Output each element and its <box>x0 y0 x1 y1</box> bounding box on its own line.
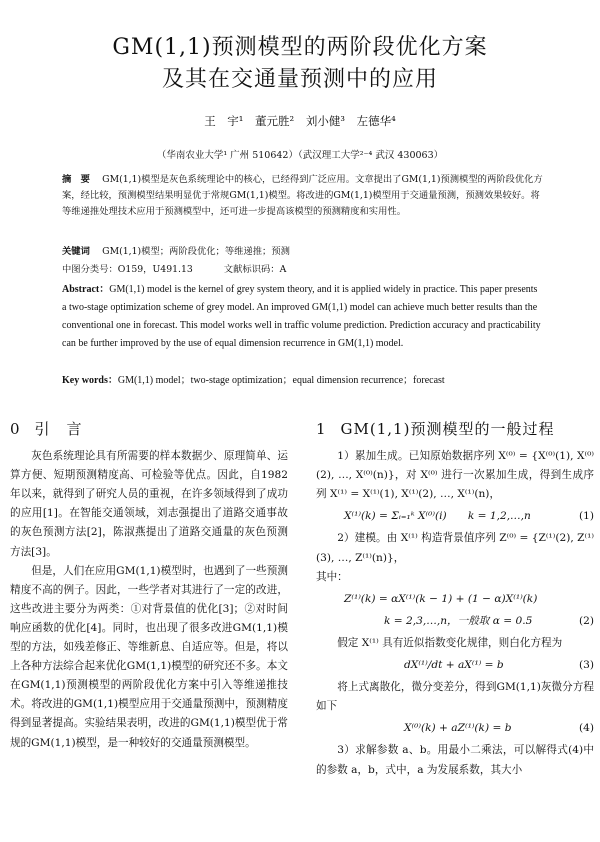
paper-title-line2: 及其在交通量预测中的应用 <box>161 67 438 92</box>
section-0-title: 引 言 <box>34 420 83 438</box>
keywords-zh-text: GM(1,1)模型；两阶段优化；等维递推；预测 <box>102 246 290 257</box>
abstract-en-label: Abstract： <box>62 284 110 295</box>
section-1-title: GM(1,1)预测模型的一般过程 <box>340 420 555 438</box>
right-column <box>316 420 594 780</box>
classification <box>62 262 544 278</box>
section-1-step-1: 1）累加生成。已知原始数据序列 X⁽⁰⁾ = {X⁽⁰⁾(1), X⁽⁰⁾(2), …, X⁽⁰⁾(n)}，对 X⁽⁰⁾ 进行一次累加生成，得到生成序列 X⁽¹⁾ = X⁽¹⁾(1), X⁽¹⁾(2), …, X⁽¹⁾(n)， <box>316 450 594 501</box>
keywords-en-label: Key words： <box>62 375 118 386</box>
abstract-zh-text: GM(1,1)模型是灰色系统理论中的核心，已经得到广泛应用。文章提出了GM(1,1)预测模型的两阶段优化方案，经比较，预测模型结果明显优于常规GM(1,1)模型。将改进的GM(1,1)模型用于交通量预测，预测效果较好。将等维递推处理技术应用于预测模型中，还可进一步提高该模型的预测精度和实用性。 <box>62 174 543 217</box>
equation-1-body: X⁽¹⁾(k) = Σᵢ₌₁ᵏ X⁽⁰⁾(i) k = 1,2,…,n <box>344 510 531 523</box>
author-4: 左德华⁴ <box>356 114 396 128</box>
section-0-paragraph-1: 灰色系统理论具有所需要的样本数据少、原理简单、运算方便、短期预测精度高、可检验等优点。因此，自1982年以来，就得到了研究人员的重视，在许多领域得到了成功的应用[1]。在智能交通领域，刘志强提出了道路交通事故的灰色预测方法[2]，陈淑燕提出了道路交通量的灰色预测方法[3]。 <box>10 450 288 558</box>
doc-code: A <box>279 264 287 275</box>
section-1-heading <box>316 420 594 439</box>
equation-2a <box>316 590 594 609</box>
section-1-number: 1 <box>316 420 327 438</box>
equation-4-body: X⁽⁰⁾(k) + aZ⁽¹⁾(k) = b <box>404 722 512 735</box>
clc-label: 中图分类号： <box>62 264 118 275</box>
keywords-en <box>62 373 544 389</box>
abstract-zh-label: 摘 要 <box>62 174 90 185</box>
equation-3-number: (3) <box>578 659 594 672</box>
author-2: 董元胜² <box>255 114 295 128</box>
paper-title-line1: GM(1,1)预测模型的两阶段优化方案 <box>112 35 488 60</box>
author-1: 王 宇¹ <box>204 114 244 128</box>
keywords-en-text: GM(1,1) model；two-stage optimization；equal dimension recurrence；forecast <box>117 375 445 386</box>
abstract-en <box>62 281 544 353</box>
abstract-en-text: GM(1,1) model is the kernel of grey system theory, and it is applied widely in practice. This paper presents a two-stage optimization scheme of grey model. An improved GM(1,1) model can achieve much better results than the conventional one in forecast. This model works well in traffic volume prediction. Prediction accuracy and practicability can be further improved by the use of equal dimension recurrence in GM(1,1) model. <box>62 284 541 349</box>
equation-3-body: dX⁽¹⁾/dt + aX⁽¹⁾ = b <box>404 659 504 672</box>
equation-2a-body: Z⁽¹⁾(k) = αX⁽¹⁾(k − 1) + (1 − α)X⁽¹⁾(k) <box>344 592 538 605</box>
section-1-step-2-where: 其中： <box>316 570 348 583</box>
abstract-zh <box>62 172 544 220</box>
section-0-paragraph-2: 但是，人们在应用GM(1,1)模型时，也遇到了一些预测精度不高的例子。因此，一些学者对其进行了一定的改进，这些改进主要分为两类：①对背景值的优化[3]；②对时间响应函数的优化[4]。同时，也出现了很多改进GM(1,1)模型的方法，如残差修正、等维新息、自适应等。但是，将以上各种方法综合起来优化GM(1,1)模型的研究还不多。本文在GM(1,1)预测模型的两阶段优化方案中引入等维递推技术。将改进的GM(1,1)模型应用于交通量预测中，预测精度得到显著提高。实验结果表明，改进的GM(1,1)模型优于常规的GM(1,1)模型，是一种较好的交通量预测模型。 <box>10 564 288 749</box>
section-0-heading <box>10 420 288 439</box>
section-1-discretize-text: 将上式离散化，微分变差分，得到GM(1,1)灰微分方程如下 <box>316 681 594 713</box>
equation-4-number: (4) <box>578 722 594 735</box>
equation-4 <box>316 719 594 738</box>
doc-code-label: 文献标识码： <box>223 264 280 275</box>
section-1-whitening-text: 假定 X⁽¹⁾ 具有近似指数变化规律，则白化方程为 <box>337 636 563 649</box>
equation-1-number: (1) <box>578 510 594 523</box>
equation-2-number: (2) <box>578 614 594 627</box>
section-0-number: 0 <box>10 420 21 438</box>
keywords-zh <box>62 244 544 260</box>
equation-2b <box>316 612 594 631</box>
section-1-step-3: 3）求解参数 a、b。用最小二乘法，可以解得式(4)中的参数 a，b，式中，a 为发展系数，其大小 <box>316 744 594 776</box>
author-list <box>0 113 600 129</box>
equation-3 <box>316 656 594 675</box>
author-3: 刘小健³ <box>305 114 345 128</box>
section-1-step-2: 2）建模。由 X⁽¹⁾ 构造背景值序列 Z⁽⁰⁾ = {Z⁽¹⁾(2), Z⁽¹⁾(3), …, Z⁽¹⁾(n)}， <box>316 532 594 564</box>
keywords-zh-label: 关键词 <box>62 246 90 257</box>
equation-2b-body: k = 2,3,…,n，一般取 α = 0.5 <box>384 614 533 627</box>
left-column <box>10 420 288 753</box>
equation-1 <box>316 507 594 526</box>
affiliations: （华南农业大学¹ 广州 510642）（武汉理工大学²⁻⁴ 武汉 430063） <box>156 150 444 161</box>
clc-code: O159，U491.13 <box>117 264 193 275</box>
